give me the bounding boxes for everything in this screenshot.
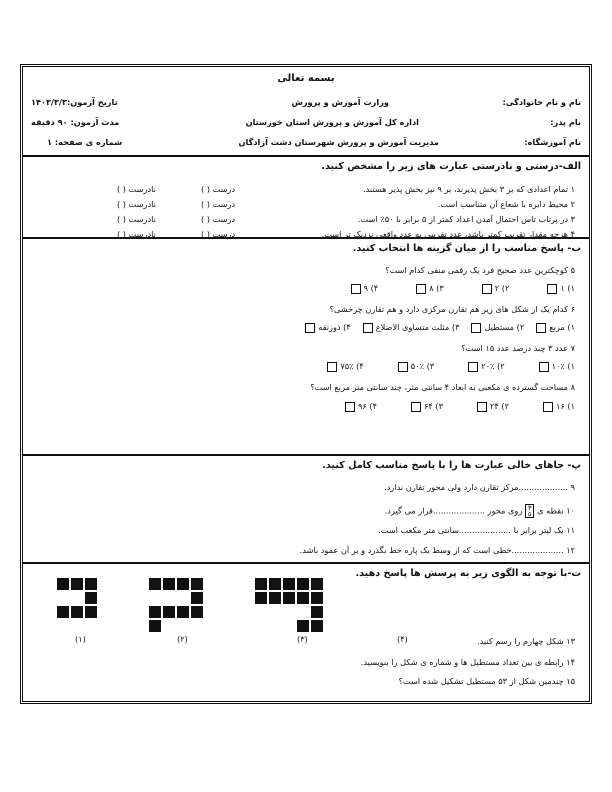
- pattern-cell: [297, 592, 309, 604]
- tf-false-1[interactable]: نادرست ( ): [117, 184, 156, 194]
- pattern-cell: [163, 578, 175, 590]
- checkbox[interactable]: [482, 284, 492, 294]
- pattern-figure-3: [255, 578, 339, 628]
- blank-question-11: ۱۱ یک لیتر برابر با ....................سانتی متر مکعب است.: [378, 525, 575, 535]
- fraction-top: ۳: [527, 504, 532, 512]
- mc-question-5: ۵ کوچکترین عدد صحیح فرد یک رقمی منفی کدام است؟: [385, 265, 575, 275]
- mc-option-6-1[interactable]: [536, 322, 575, 333]
- pattern-cell: [269, 578, 281, 590]
- pattern-cell: [71, 578, 83, 590]
- option-label: ۱) مربع: [549, 322, 575, 332]
- pattern-cell: [85, 578, 97, 590]
- tf-false-4[interactable]: نادرست ( ): [117, 229, 156, 239]
- pattern-label-1: (۱): [75, 634, 86, 644]
- pattern-cell: [149, 606, 161, 618]
- pattern-label-2: (۲): [177, 634, 188, 644]
- blank-question-10-start: ۱۰ نقطه ی: [537, 505, 575, 516]
- pattern-cell: [85, 606, 97, 618]
- checkbox[interactable]: [345, 402, 355, 412]
- blank-question-12: ۱۲ ....................خطی است که از وسط یک پاره خط بگذرد و بر آن عمود باشد.: [299, 545, 575, 555]
- pattern-cell: [297, 620, 309, 632]
- tf-question-1: ۱ تمام اعدادی که بر ۳ بخش پذیرند، بر ۹ نیز بخش پذیر هستند.: [362, 184, 575, 194]
- mc-option-5-4[interactable]: [351, 283, 379, 294]
- department-city: مدیریت آموزش و پرورش شهرستان دشت آزادگان: [238, 137, 439, 147]
- option-label: ۴) ۹۶: [358, 401, 377, 411]
- mc-option-8-1[interactable]: [543, 401, 575, 412]
- student-name-label: نام و نام خانوادگی:: [502, 97, 581, 107]
- tf-true-1[interactable]: درست ( ): [201, 184, 236, 194]
- pattern-question-15: ۱۵ چندمین شکل از ۵۳ مستطیل تشکیل شده است؟: [398, 676, 575, 686]
- section-a-title: الف-درستی و نادرستی عبارت های زیر را مشخص کنید.: [321, 161, 581, 172]
- header-section: [23, 67, 589, 157]
- checkbox[interactable]: [468, 362, 478, 372]
- blank-question-9: ۹ ...................مرکز تقارن دارد ولی محور تقارن ندارد.: [384, 482, 575, 492]
- bismillah-title: بسمه تعالی: [277, 73, 335, 84]
- pattern-cell: [149, 578, 161, 590]
- option-label: ۱) ۱۰٪: [551, 361, 575, 371]
- option-label: ۳) مثلث متساوی الاضلاع: [375, 322, 460, 332]
- father-name-label: نام پدر:: [550, 117, 581, 127]
- pattern-cell: [85, 592, 97, 604]
- pattern-cell: [283, 578, 295, 590]
- mc-question-6: ۶ کدام یک از شکل های زیر هم تقارن مرکزی دارد و هم تقارن چرخشی؟: [329, 304, 575, 314]
- pattern-cell: [191, 592, 203, 604]
- tf-false-2[interactable]: نادرست ( ): [117, 199, 156, 209]
- checkbox[interactable]: [351, 284, 361, 294]
- blank-question-10-end: روی محور ....................قرار می گیرد.: [384, 505, 523, 516]
- tf-question-2: ۲ محیط دایره با شعاع آن متناسب است.: [437, 199, 575, 209]
- option-label: ۴) ذوزنقه: [318, 322, 351, 332]
- mc-options-8: [345, 401, 575, 412]
- pattern-cell: [283, 592, 295, 604]
- checkbox[interactable]: [305, 323, 315, 333]
- option-label: ۳) ۵۰٪: [410, 361, 435, 371]
- pattern-question-13: ۱۳ شکل چهارم را رسم کنید.: [477, 636, 575, 646]
- pattern-cell: [177, 578, 189, 590]
- mc-option-5-1[interactable]: [547, 283, 575, 294]
- option-label: ۴) ۹: [363, 283, 379, 293]
- option-label: ۳) ۸: [429, 283, 444, 293]
- exam-duration: مدت آزمون: ۹۰ دقیقه: [31, 117, 120, 127]
- tf-true-4[interactable]: درست ( ): [201, 229, 236, 239]
- pattern-question-14: ۱۴ رابطه ی بین تعداد مستطیل ها و شماره ی شکل را بنویسید.: [360, 657, 575, 667]
- tf-true-2[interactable]: درست ( ): [201, 199, 236, 209]
- section-true-false: [23, 157, 589, 239]
- page-number: شماره ی صفحه: ۱: [47, 137, 123, 147]
- option-label: ۲) ۲۴: [490, 401, 509, 411]
- pattern-cell: [297, 578, 309, 590]
- tf-question-3: ۳ در پرتاب تاس احتمال آمدن اعداد کمتر از ۵ برابر با ۵۰٪ است.: [357, 214, 575, 224]
- mc-question-7: ۷ عدد ۳ چند درصد عدد ۱۵ است؟: [461, 343, 575, 353]
- tf-false-3[interactable]: نادرست ( ): [117, 214, 156, 224]
- pattern-cell: [269, 592, 281, 604]
- option-label: ۳) ۶۴: [424, 401, 443, 411]
- option-label: ۲) ۲۰٪: [481, 361, 505, 371]
- pattern-cell: [57, 606, 69, 618]
- school-name-label: نام آموزشگاه:: [524, 137, 581, 147]
- section-d-title: ت-با توجه به الگوی زیر به پرسش ها پاسخ دهید.: [355, 568, 581, 579]
- tf-question-4: ۴ هرچه مقدار تقریب کمتر باشد، عدد تقریبی به عدد واقعی نزدیک تر است.: [321, 229, 575, 239]
- pattern-cell: [311, 606, 323, 618]
- pattern-cell: [191, 606, 203, 618]
- option-label: ۲) مستطیل: [484, 322, 525, 332]
- mc-question-8: ۸ مساحت گسترده ی مکعبی به ابعاد ۴ سانتی متر، چند سانتی متر مربع است؟: [310, 382, 575, 392]
- pattern-label-4: (۴): [397, 634, 408, 644]
- tf-true-3[interactable]: درست ( ): [201, 214, 236, 224]
- checkbox[interactable]: [363, 323, 373, 333]
- ministry-name: وزارت آموزش و پرورش: [291, 97, 389, 107]
- pattern-cell: [191, 578, 203, 590]
- checkbox[interactable]: [539, 362, 549, 372]
- checkbox[interactable]: [416, 284, 426, 294]
- mc-options-6: [305, 322, 575, 333]
- mc-option-8-4[interactable]: [345, 401, 377, 412]
- option-label: ۱) ۱۶: [556, 401, 575, 411]
- fraction-bottom: ۵: [527, 510, 532, 518]
- section-b-title: ب- پاسخ مناسب را از میان گزینه ها انتخاب کنید.: [352, 243, 581, 254]
- section-c-title: پ- جاهای خالی عبارت ها را با پاسخ مناسب کامل کنید.: [322, 460, 581, 471]
- exam-sheet: [20, 64, 592, 704]
- option-label: ۲) ۲: [494, 283, 510, 293]
- mc-option-7-1[interactable]: [539, 361, 575, 372]
- checkbox[interactable]: [543, 402, 553, 412]
- checkbox[interactable]: [327, 362, 337, 372]
- mc-option-6-3[interactable]: [363, 322, 460, 333]
- section-fill-blanks: [23, 456, 589, 564]
- pattern-cell: [311, 592, 323, 604]
- point-coordinate: [525, 504, 535, 518]
- mc-option-7-4[interactable]: [327, 361, 363, 372]
- blank-question-10: [385, 504, 575, 518]
- mc-options-5: [351, 283, 575, 294]
- pattern-cell: [71, 606, 83, 618]
- mc-option-5-2[interactable]: [482, 283, 510, 294]
- pattern-label-3: (۳): [297, 634, 308, 644]
- mc-option-5-3[interactable]: [416, 283, 444, 294]
- pattern-cell: [57, 578, 69, 590]
- exam-date: تاریخ آزمون:۱۴۰۳/۳/۳: [31, 97, 118, 107]
- checkbox[interactable]: [471, 323, 481, 333]
- mc-option-6-2[interactable]: [471, 322, 524, 333]
- checkbox[interactable]: [411, 402, 421, 412]
- mc-option-8-3[interactable]: [411, 401, 443, 412]
- checkbox[interactable]: [398, 362, 408, 372]
- mc-option-7-3[interactable]: [398, 361, 434, 372]
- option-label: ۱) ۱: [560, 283, 575, 293]
- pattern-cell: [163, 606, 175, 618]
- pattern-cell: [177, 606, 189, 618]
- pattern-cell: [149, 620, 161, 632]
- checkbox[interactable]: [477, 402, 487, 412]
- department-province: اداره کل آموزش و پرورش استان خوزستان: [245, 117, 419, 127]
- pattern-cell: [255, 592, 267, 604]
- option-label: ۴) ۷۵٪: [340, 361, 364, 371]
- pattern-cell: [255, 578, 267, 590]
- mc-options-7: [327, 361, 575, 372]
- pattern-figure-1: [57, 578, 107, 628]
- pattern-figure-2: [149, 578, 219, 628]
- checkbox[interactable]: [536, 323, 546, 333]
- pattern-cell: [311, 578, 323, 590]
- section-pattern: [23, 564, 589, 703]
- mc-option-6-4[interactable]: [305, 322, 351, 333]
- pattern-cell: [311, 620, 323, 632]
- section-multiple-choice: [23, 239, 589, 456]
- mc-option-8-2[interactable]: [477, 401, 509, 412]
- mc-option-7-2[interactable]: [468, 361, 504, 372]
- checkbox[interactable]: [547, 284, 557, 294]
